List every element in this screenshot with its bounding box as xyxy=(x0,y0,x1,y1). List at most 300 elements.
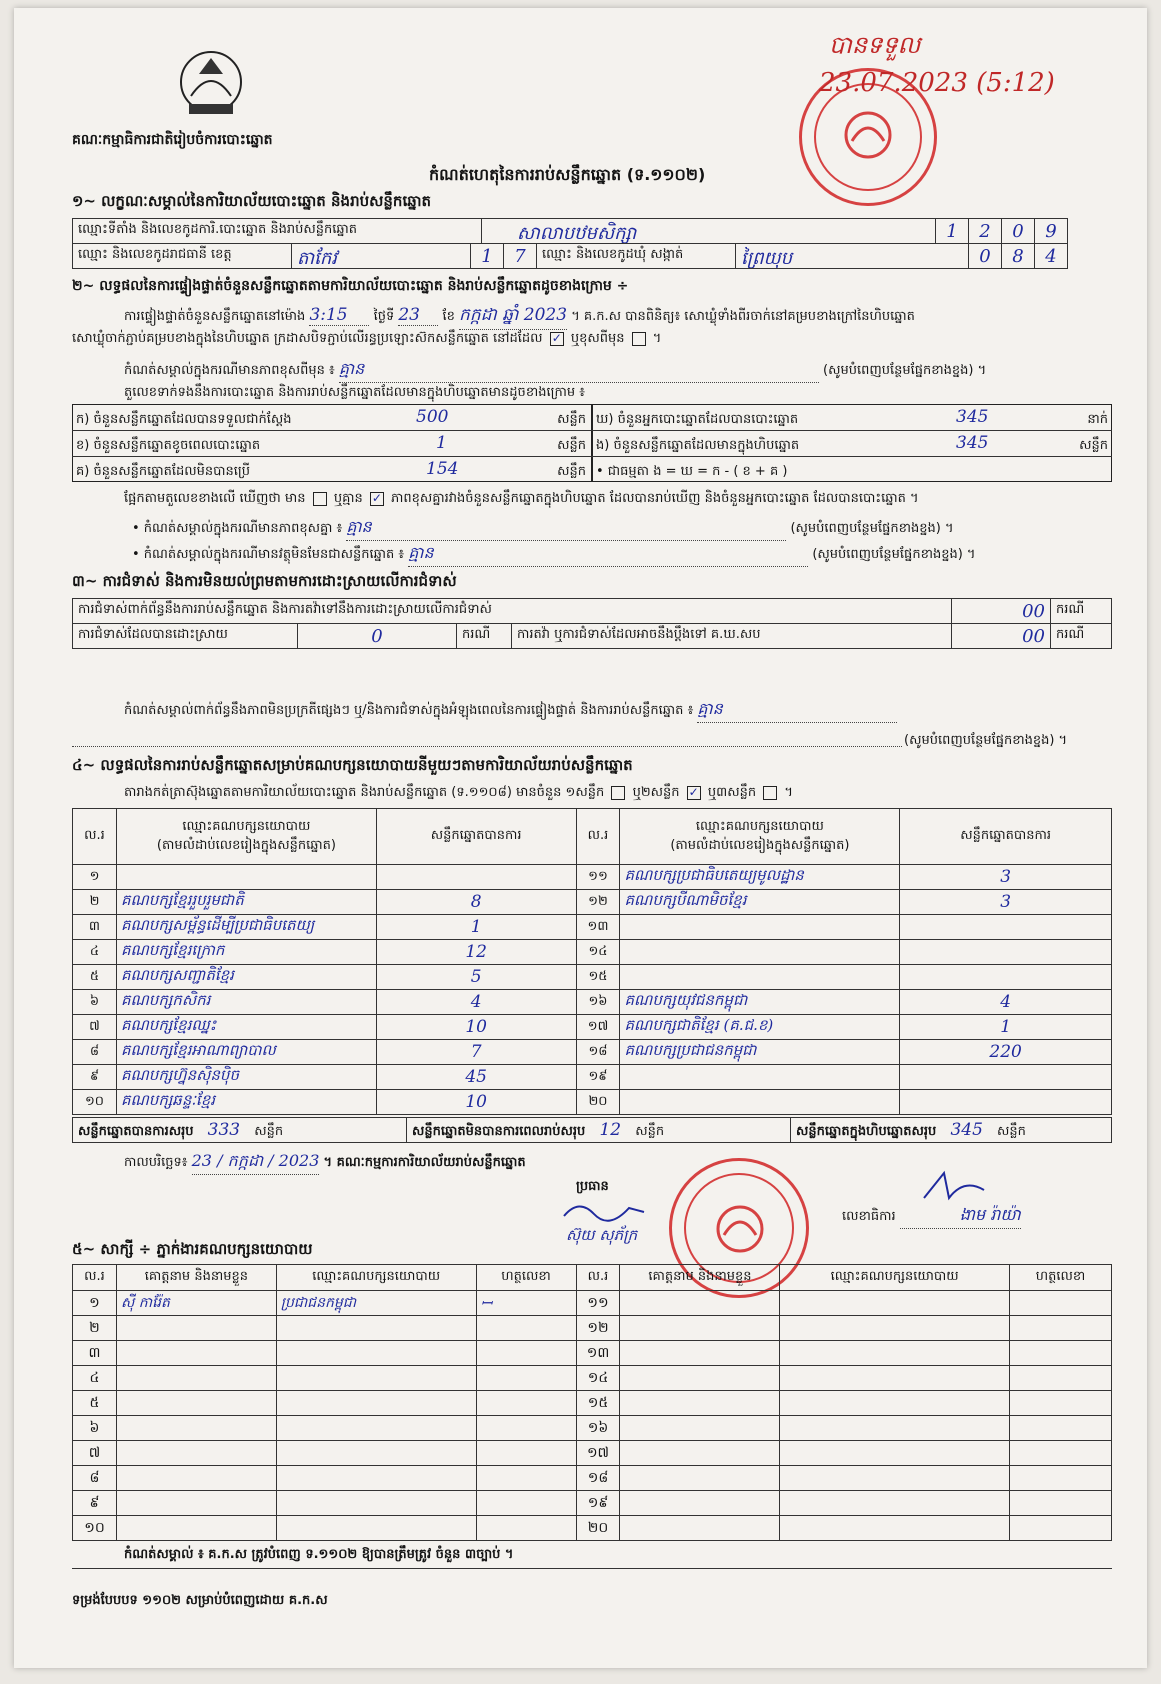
result-row xyxy=(73,965,1112,990)
footer-note: កំណត់សម្គាល់ ៖ គ.ក.ស ត្រូវបំពេញ ទ.១១០២ ឱ្យបានត្រឹមត្រូវ ចំនួន ៣ច្បាប់ ។ xyxy=(124,1547,514,1562)
province-label xyxy=(72,243,292,269)
witness-signature[interactable] xyxy=(1010,1466,1112,1491)
witness-name[interactable] xyxy=(620,1291,780,1316)
verification-line1 xyxy=(124,304,915,330)
w-col-name-right: គោត្តនាម និងនាមខ្លួន xyxy=(620,1265,780,1291)
station-code-2[interactable]: 2 xyxy=(968,218,1002,244)
result-party[interactable] xyxy=(620,1065,900,1090)
bullet1-line xyxy=(132,516,954,541)
result-row xyxy=(73,1090,1112,1115)
objection-row1: ការជំទាស់ពាក់ព័ន្ធនឹងការរាប់សន្លឹកឆ្នោត និងការតវ៉ាទៅនឹងការដោះស្រាយលើការជំទាស់ xyxy=(72,598,952,624)
witness-signature[interactable] xyxy=(476,1516,576,1541)
result-party[interactable]: គណបក្សបីណាមិចខ្មែរ xyxy=(620,890,900,915)
witness-row xyxy=(73,1391,1112,1416)
result-party[interactable] xyxy=(116,865,376,890)
witness-no: ៣ xyxy=(73,1341,117,1366)
commune-label: ឈ្មោះ និងលេខកូដឃុំ សង្កាត់ xyxy=(536,243,736,269)
witness-party[interactable] xyxy=(780,1416,1010,1441)
objection-row1-value[interactable]: 00 xyxy=(951,598,1051,624)
objection-row2b-value[interactable]: 00 xyxy=(951,623,1051,649)
bullet2-line xyxy=(132,542,975,567)
col-party-right xyxy=(620,809,900,865)
figures-hline-2 xyxy=(72,456,1112,457)
witness-party[interactable] xyxy=(780,1516,1010,1541)
witness-party[interactable] xyxy=(780,1341,1010,1366)
verify-time[interactable]: 3:15 xyxy=(309,305,369,326)
witness-name[interactable] xyxy=(620,1416,780,1441)
result-party[interactable]: គណបក្សហ្វ៊ុនស៊ិនប៉ិច xyxy=(116,1065,376,1090)
w-col-sign-left: ហត្ថលេខា xyxy=(476,1265,576,1291)
witness-body xyxy=(73,1291,1112,1541)
witness-signature[interactable] xyxy=(1010,1291,1112,1316)
total-invalid-unit: សន្លឹក xyxy=(635,1124,665,1139)
province-code-2[interactable]: 7 xyxy=(503,243,537,269)
verify-day[interactable]: 23 xyxy=(398,305,438,326)
witness-row xyxy=(73,1366,1112,1391)
witness-no: ១១ xyxy=(576,1291,620,1316)
objection-row2-value[interactable]: 0 xyxy=(297,623,457,649)
figure-row-a xyxy=(76,407,586,430)
witness-row xyxy=(73,1316,1112,1341)
result-no: ៨ xyxy=(73,1040,117,1065)
result-row xyxy=(73,915,1112,940)
witness-party[interactable] xyxy=(276,1366,476,1391)
col-no-right: ល.រ xyxy=(576,809,620,865)
result-votes[interactable]: 4 xyxy=(376,990,576,1015)
para-b: ។ គ.ក.ស បានពិនិត្យ៖ សោឃ្លុំទាំងពីរចាក់នៅគម្របខាងក្រៅនៃហិបឆ្នោត xyxy=(571,309,915,324)
witness-no: ១៤ xyxy=(576,1366,620,1391)
figure-value-c[interactable]: 154 xyxy=(426,459,459,479)
result-votes[interactable]: 4 xyxy=(900,990,1112,1015)
witness-party[interactable] xyxy=(276,1516,476,1541)
result-party[interactable]: គណបក្សប្រជាធិបតេយ្យមូលដ្ឋាន xyxy=(620,865,900,890)
witness-signature[interactable] xyxy=(476,1466,576,1491)
result-votes[interactable]: 220 xyxy=(900,1040,1112,1065)
witness-signature[interactable] xyxy=(476,1366,576,1391)
result-no: ១០ xyxy=(73,1090,117,1115)
witness-no: ២០ xyxy=(576,1516,620,1541)
witness-name[interactable] xyxy=(116,1416,276,1441)
witness-no: ៦ xyxy=(73,1416,117,1441)
result-party[interactable]: គណបក្សសម្ព័ន្ធដើម្បីប្រជាធិបតេយ្យ xyxy=(116,915,376,940)
form-note: ទម្រង់បែបបទ ១១០២ សម្រាប់បំពេញដោយ គ.ក.ស xyxy=(72,1593,328,1608)
witness-no: ១៩ xyxy=(576,1491,620,1516)
section1-heading: ១~ លក្ខណៈសម្គាល់នៃការិយាល័យបោះឆ្នោត និងរាប់សន្លឹកឆ្នោត xyxy=(72,192,432,210)
table-intro: តួលេខទាក់ទងនឹងការបោះឆ្នោត និងការរាប់សន្លឹកឆ្នោតដែលមានក្នុងហិបឆ្នោតមានដូចខាងក្រោម ៖ xyxy=(124,385,585,400)
witness-signature[interactable] xyxy=(1010,1441,1112,1466)
figure-unit-b: សន្លឹក xyxy=(557,438,586,453)
result-no: ២ xyxy=(73,890,117,915)
changed-checkbox[interactable] xyxy=(632,332,646,346)
figures-hline-1 xyxy=(72,430,1112,431)
w-col-party-left: ឈ្មោះគណបក្សនយោបាយ xyxy=(276,1265,476,1291)
bullet2-label: • កំណត់សម្គាល់ក្នុងករណីមានវត្ថុមិនមែនជាសន្លឹកឆ្នោត ៖ xyxy=(132,547,405,562)
witness-name[interactable] xyxy=(620,1366,780,1391)
witness-signature[interactable] xyxy=(1010,1491,1112,1516)
chair-signature xyxy=(559,1196,649,1226)
result-no: ១៤ xyxy=(576,940,620,965)
result-votes[interactable]: 45 xyxy=(376,1065,576,1090)
witness-party[interactable] xyxy=(276,1466,476,1491)
col-party-right-title: ឈ្មោះគណបក្សនយោបាយ xyxy=(695,818,824,834)
result-row xyxy=(73,1040,1112,1065)
total-invalid-cell xyxy=(406,1117,791,1143)
result-votes[interactable] xyxy=(900,1090,1112,1115)
figures-divider xyxy=(591,404,593,482)
no-difference-checkbox[interactable]: ✓ xyxy=(371,490,382,505)
witness-name[interactable] xyxy=(620,1466,780,1491)
witness-party[interactable]: ប្រជាជនកម្ពុជា xyxy=(276,1291,476,1316)
witness-party[interactable] xyxy=(780,1441,1010,1466)
objection-row2-unit: ករណី xyxy=(456,623,512,649)
result-party[interactable]: គណបក្សខ្មែរអាណាព្យាបាល xyxy=(116,1040,376,1065)
witness-party[interactable] xyxy=(780,1291,1010,1316)
station-code-1[interactable]: 1 xyxy=(935,218,969,244)
witness-party[interactable] xyxy=(780,1316,1010,1341)
witness-name[interactable] xyxy=(620,1316,780,1341)
section2-heading: ២~ លទ្ធផលនៃការផ្ទៀងផ្ទាត់ចំនួនសន្លឹកឆ្នោតតាមការិយាល័យបោះឆ្នោត និងរាប់សន្លឹកឆ្នោតដូចខាងក្រោម ÷ xyxy=(72,278,629,294)
witness-no: ១៦ xyxy=(576,1416,620,1441)
witness-signature[interactable] xyxy=(1010,1416,1112,1441)
result-party[interactable]: គណបក្សជាតិខ្មែរ (គ.ជ.ខ) xyxy=(620,1015,900,1040)
w-col-no-left: ល.រ xyxy=(73,1265,117,1291)
result-no: ១៨ xyxy=(576,1040,620,1065)
verify-month-year[interactable]: កក្កដា ឆ្នាំ 2023 xyxy=(459,304,567,330)
total-box-unit: សន្លឹក xyxy=(997,1124,1026,1139)
witness-party[interactable] xyxy=(276,1341,476,1366)
changed-note-value[interactable]: គ្មាន xyxy=(339,358,819,383)
dotted-line xyxy=(72,746,902,747)
result-party[interactable]: គណបក្សខ្មែរក្រោក xyxy=(116,940,376,965)
witness-party[interactable] xyxy=(276,1391,476,1416)
received-datetime: 23.07.2023 (5:12) xyxy=(819,68,1055,98)
witness-signature[interactable] xyxy=(1010,1516,1112,1541)
w-col-name-left: គោត្តនាម និងនាមខ្លួន xyxy=(116,1265,276,1291)
result-no: ១ xyxy=(73,865,117,890)
witness-party[interactable] xyxy=(780,1466,1010,1491)
witness-no: ១៥ xyxy=(576,1391,620,1416)
result-row xyxy=(73,990,1112,1015)
changed-fill-note: (សូមបំពេញបន្ថែមផ្នែកខាងខ្នង) ។ xyxy=(823,363,987,378)
result-party[interactable] xyxy=(620,940,900,965)
col-votes-left: សន្លឹកឆ្នោតបានការ xyxy=(376,809,576,865)
result-no: ៤ xyxy=(73,940,117,965)
chair-label: ប្រធាន xyxy=(576,1179,609,1194)
witness-party[interactable] xyxy=(276,1316,476,1341)
result-votes[interactable] xyxy=(376,865,576,890)
commune-code-3[interactable]: 4 xyxy=(1034,243,1068,269)
result-no: ៥ xyxy=(73,965,117,990)
unchanged-checkbox[interactable]: ✓ xyxy=(551,330,562,345)
received-note: បានទទួល xyxy=(829,31,921,59)
figure-unit-a: សន្លឹក xyxy=(557,412,586,427)
para-c-alt: ឬខុសពីមុន xyxy=(570,331,625,346)
tally-intro: តារាងកត់ត្រាស៊ុងឆ្នោតតាមការិយាល័យបោះឆ្នោត និងរាប់សន្លឹកឆ្នោត (ទ.១១០៨) មានចំនួន ១សន្លឹក xyxy=(124,785,605,800)
witness-signature[interactable] xyxy=(1010,1366,1112,1391)
compare-a: ផ្អែកតាមតួលេខខាងលើ ឃើញថា មាន xyxy=(124,491,306,506)
result-no: ៧ xyxy=(73,1015,117,1040)
result-votes[interactable]: 1 xyxy=(376,915,576,940)
w-col-no-right: ល.រ xyxy=(576,1265,620,1291)
station-name: សាលាបឋមសិក្សា xyxy=(517,223,637,244)
station-label xyxy=(72,218,482,244)
witness-signature[interactable]: ꟷ xyxy=(476,1291,576,1316)
result-votes[interactable]: 7 xyxy=(376,1040,576,1065)
col-party-left-title: ឈ្មោះគណបក្សនយោបាយ xyxy=(182,818,311,834)
secretary-name: ងាម រ៉ាយ៉ា xyxy=(900,1204,1021,1229)
bullet2-value[interactable]: គ្មាន xyxy=(408,542,808,567)
result-votes[interactable]: 5 xyxy=(376,965,576,990)
one-sheet-checkbox[interactable] xyxy=(611,786,625,800)
irregularity-note-value[interactable]: គ្មាន xyxy=(697,698,897,723)
commune-code-2[interactable]: 8 xyxy=(1001,243,1035,269)
result-party[interactable] xyxy=(620,965,900,990)
witness-name[interactable] xyxy=(620,1391,780,1416)
figure-unit-c: សន្លឹក xyxy=(557,464,586,479)
section3-heading: ៣~ ការជំទាស់ និងការមិនយល់ព្រមតាមការដោះស្រាយលើការជំទាស់ xyxy=(72,572,457,590)
witness-signature[interactable] xyxy=(1010,1341,1112,1366)
witness-name[interactable]: សុី ការ៉ែត xyxy=(116,1291,276,1316)
result-no: ៩ xyxy=(73,1065,117,1090)
witness-no: ៩ xyxy=(73,1491,117,1516)
result-party[interactable]: គណបក្សឆន្ទៈខ្មែរ xyxy=(116,1090,376,1115)
tally-intro-c: ឬ៣សន្លឹក xyxy=(707,785,757,800)
para-c: សោឃ្លុំចាក់ភ្ជាប់គម្របខាងក្នុងនៃហិបឆ្នោត ក្រដាសបិទភ្ជាប់លើរន្ធប្រឡោះស៊កសន្លឹកឆ្នោត នៅដដែល xyxy=(72,331,543,346)
figure-unit-d: នាក់ xyxy=(1087,412,1108,427)
witness-no: ៤ xyxy=(73,1366,117,1391)
result-no: ១២ xyxy=(576,890,620,915)
witness-no: ៥ xyxy=(73,1391,117,1416)
witness-signature[interactable] xyxy=(476,1391,576,1416)
date-value[interactable]: 23 / កក្កដា / 2023 xyxy=(192,1150,320,1175)
witness-row xyxy=(73,1441,1112,1466)
figure-label-c: គ) ចំនួនសន្លឹកឆ្នោតដែលមិនបានប្រើ xyxy=(76,464,250,479)
witness-name[interactable] xyxy=(116,1441,276,1466)
tally-sheet-line: តារាងកត់ត្រាស៊ុងឆ្នោតតាមការិយាល័យបោះឆ្នោត និងរាប់សន្លឹកឆ្នោត (ទ.១១០៨) មានចំនួន ១សន្លឹក ឬ២សន្លឹក ✓ ឬ៣សន្លឹក ។ xyxy=(124,784,793,800)
date-label: កាលបរិច្ឆេទ៖ xyxy=(124,1155,188,1170)
witness-party[interactable] xyxy=(780,1391,1010,1416)
objection-row2b-unit: ករណី xyxy=(1050,623,1112,649)
objection-row2b: ការតវ៉ា ឬការជំទាស់ដែលអាចនឹងប្តឹងទៅ គ.ឃ.សប xyxy=(511,623,952,649)
col-votes-right: សន្លឹកឆ្នោតបានការ xyxy=(900,809,1112,865)
result-row xyxy=(73,865,1112,890)
compare-c: ភាពខុសគ្នារវាងចំនួនសន្លឹកឆ្នោតក្នុងហិបឆ្នោត ដែលបានរាប់ឃើញ និងចំនួនអ្នកបោះឆ្នោត ដែលបានបោះឆ្នោត ។ xyxy=(391,491,919,506)
form-sheet xyxy=(14,8,1147,1668)
result-party[interactable]: គណបក្សសញ្ជាតិខ្មែរ xyxy=(116,965,376,990)
w-col-party-right: ឈ្មោះគណបក្សនយោបាយ xyxy=(780,1265,1010,1291)
witness-no: ១៧ xyxy=(576,1441,620,1466)
witness-name[interactable] xyxy=(116,1491,276,1516)
result-row xyxy=(73,1065,1112,1090)
result-no: ២០ xyxy=(576,1090,620,1115)
result-no: ១៦ xyxy=(576,990,620,1015)
result-votes[interactable] xyxy=(900,965,1112,990)
result-party[interactable] xyxy=(620,915,900,940)
chair-name: ស៊ុយ សុភ័ក្រ xyxy=(566,1226,638,1244)
total-valid-unit: សន្លឹក xyxy=(254,1124,284,1139)
figure-label-d: ឃ) ចំនួនអ្នកបោះឆ្នោតដែលបានបោះឆ្នោត xyxy=(596,412,799,427)
figure-label-b: ខ) ចំនួនសន្លឹកឆ្នោតខូចពេលបោះឆ្នោត xyxy=(76,438,261,453)
total-invalid-label: សន្លឹកឆ្នោតមិនបានការពេលរាប់សរុប xyxy=(412,1124,586,1139)
witness-name[interactable] xyxy=(116,1466,276,1491)
irregularity-note-label: កំណត់សម្គាល់ពាក់ព័ន្ធនឹងភាពមិនប្រក្រតីផ្សេងៗ ឬ/និងការជំទាស់ក្នុងអំឡុងពេលនៃការផ្ទៀងផ្ទាត់ និងការរាប់សន្លឹកឆ្នោត ៖ xyxy=(124,703,694,718)
witness-no: ១៨ xyxy=(576,1466,620,1491)
section3-fill-note: (សូមបំពេញបន្ថែមផ្នែកខាងខ្នង) ។ xyxy=(904,733,1068,748)
commune-name[interactable]: ព្រៃយុប xyxy=(735,243,969,269)
total-valid-cell xyxy=(72,1117,407,1143)
witness-name[interactable] xyxy=(116,1391,276,1416)
station-name-cell[interactable] xyxy=(481,218,936,244)
date-suffix: ។ គណៈកម្មការការិយាល័យរាប់សន្លឹកឆ្នោត xyxy=(323,1155,526,1170)
witness-party[interactable] xyxy=(276,1441,476,1466)
figure-row-e xyxy=(596,433,1108,456)
total-invalid-value[interactable]: 12 xyxy=(599,1120,622,1140)
total-box-label: សន្លឹកឆ្នោតក្នុងហិបឆ្នោតសរុប xyxy=(796,1124,937,1139)
result-party[interactable]: គណបក្សប្រជាជនកម្ពុជា xyxy=(620,1040,900,1065)
verification-line2: សោឃ្លុំចាក់ភ្ជាប់គម្របខាងក្នុងនៃហិបឆ្នោត ក្រដាសបិទភ្ជាប់លើរន្ធប្រឡោះស៊កសន្លឹកឆ្នោត នៅដដែល ✓ ឬខុសពីមុន ។ xyxy=(72,330,662,346)
result-party[interactable]: គណបក្សកសិករ xyxy=(116,990,376,1015)
has-difference-checkbox[interactable] xyxy=(313,492,327,506)
result-votes[interactable] xyxy=(900,915,1112,940)
witness-name[interactable] xyxy=(620,1441,780,1466)
compare-b: ឬគ្មាន xyxy=(333,491,363,506)
secretary-signature xyxy=(914,1168,994,1208)
witness-party[interactable] xyxy=(780,1491,1010,1516)
witness-no: ៧ xyxy=(73,1441,117,1466)
result-party[interactable]: គណបក្សខ្មែរឈ្នះ xyxy=(116,1015,376,1040)
result-no: ១៧ xyxy=(576,1015,620,1040)
three-sheet-checkbox[interactable] xyxy=(763,786,777,800)
witness-no: ១២ xyxy=(576,1316,620,1341)
witness-name[interactable] xyxy=(116,1516,276,1541)
bullet1-fill-note: (សូមបំពេញបន្ថែមផ្នែកខាងខ្នង) ។ xyxy=(790,521,954,536)
total-valid-value[interactable]: 333 xyxy=(207,1120,241,1140)
result-row xyxy=(73,890,1112,915)
secretary-label: លេខាធិការ xyxy=(842,1209,896,1224)
commune-code-1[interactable]: 0 xyxy=(968,243,1002,269)
figure-label-a: ក) ចំនួនសន្លឹកឆ្នោតដែលបានទទួលជាក់ស្តែង xyxy=(76,412,292,427)
station-code-4[interactable]: 9 xyxy=(1034,218,1068,244)
result-votes[interactable]: 12 xyxy=(376,940,576,965)
witness-signature[interactable] xyxy=(476,1341,576,1366)
total-box-cell xyxy=(790,1117,1112,1143)
witness-signature[interactable] xyxy=(1010,1316,1112,1341)
witness-row xyxy=(73,1516,1112,1541)
witness-party[interactable] xyxy=(780,1366,1010,1391)
figure-label-e: ង) ចំនួនសន្លឹកឆ្នោតដែលមានក្នុងហិបឆ្នោត xyxy=(596,438,800,453)
irregularity-note-line xyxy=(124,698,897,723)
result-party[interactable]: គណបក្សខ្មែររួបរួមជាតិ xyxy=(116,890,376,915)
results-body xyxy=(73,865,1112,1115)
result-no: ១៥ xyxy=(576,965,620,990)
witness-row xyxy=(73,1416,1112,1441)
witness-row xyxy=(73,1341,1112,1366)
objection-row1-unit: ករណី xyxy=(1050,598,1112,624)
result-votes[interactable]: 10 xyxy=(376,1090,576,1115)
tally-intro-b: ឬ២សន្លឹក xyxy=(632,785,680,800)
result-party[interactable] xyxy=(620,1090,900,1115)
results-table xyxy=(72,808,1112,1115)
result-no: ១១ xyxy=(576,865,620,890)
col-party-right-sub: (តាមលំដាប់លេខរៀងក្នុងសន្លឹកឆ្នោត) xyxy=(670,837,850,853)
footer-rule xyxy=(72,1568,1112,1569)
changed-note-line xyxy=(124,358,986,383)
figure-row-d xyxy=(596,407,1108,430)
figure-value-e[interactable]: 345 xyxy=(956,433,989,453)
result-no: ១៣ xyxy=(576,915,620,940)
witness-row xyxy=(73,1291,1112,1316)
station-label-text: ឈ្មោះទីតាំង និងលេខកូដការិ.បោះឆ្នោត និងរាប់សន្លឹកឆ្នោត xyxy=(78,222,357,237)
bullet1-value[interactable]: គ្មាន xyxy=(346,516,786,541)
changed-note-label: កំណត់សម្គាល់ក្នុងករណីមានភាពខុសពីមុន ៖ xyxy=(124,363,335,378)
w-col-sign-right: ហត្ថលេខា xyxy=(1010,1265,1112,1291)
station-code-3[interactable]: 0 xyxy=(1001,218,1035,244)
result-party[interactable]: គណបក្សយុវជនកម្ពុជា xyxy=(620,990,900,1015)
result-votes[interactable]: 3 xyxy=(900,865,1112,890)
two-sheet-checkbox[interactable]: ✓ xyxy=(688,784,699,799)
witness-name[interactable] xyxy=(620,1516,780,1541)
result-votes[interactable]: 1 xyxy=(900,1015,1112,1040)
witness-signature[interactable] xyxy=(476,1441,576,1466)
witness-name[interactable] xyxy=(116,1316,276,1341)
witness-signature[interactable] xyxy=(476,1416,576,1441)
nec-emblem xyxy=(169,46,253,126)
result-votes[interactable]: 3 xyxy=(900,890,1112,915)
figure-row-c xyxy=(76,459,586,482)
total-box-value[interactable]: 345 xyxy=(950,1120,983,1140)
section5-heading: ៥~ សាក្សី ÷ ភ្នាក់ងារគណបក្សនយោបាយ xyxy=(72,1240,313,1258)
objection-row2: ការជំទាស់ដែលបានដោះស្រាយ xyxy=(72,623,298,649)
section4-heading: ៤~ លទ្ធផលនៃការរាប់សន្លឹកឆ្នោតសម្រាប់គណបក្សនយោបាយនីមួយៗតាមការិយាល័យរាប់សន្លឹកឆ្នោត xyxy=(72,756,633,774)
witness-no: ៨ xyxy=(73,1466,117,1491)
figure-row-b xyxy=(76,433,586,456)
figure-value-a[interactable]: 500 xyxy=(416,407,449,427)
witness-signature[interactable] xyxy=(1010,1391,1112,1416)
result-votes[interactable]: 10 xyxy=(376,1015,576,1040)
total-valid-label: សន្លឹកឆ្នោតបានការសរុប xyxy=(78,1124,194,1139)
province-code-1[interactable]: 1 xyxy=(470,243,504,269)
witness-name[interactable] xyxy=(620,1491,780,1516)
figure-row-formula: • ជាធម្មតា ង = ឃ = ក - ( ខ + គ ) xyxy=(596,464,788,479)
committee-name: គណៈកម្មាធិការជាតិរៀបចំការបោះឆ្នោត xyxy=(72,132,273,148)
witness-row xyxy=(73,1466,1112,1491)
province-name[interactable]: តាកែវ xyxy=(291,243,471,269)
witness-party[interactable] xyxy=(276,1491,476,1516)
bullet2-fill-note: (សូមបំពេញបន្ថែមផ្នែកខាងខ្នង) ។ xyxy=(812,547,976,562)
result-row xyxy=(73,940,1112,965)
result-votes[interactable] xyxy=(900,1065,1112,1090)
compare-line xyxy=(124,490,919,509)
form-title: កំណត់ហេតុនៃការរាប់សន្លឹកឆ្នោត (ទ.១១០២) xyxy=(429,165,706,184)
witness-no: ១០ xyxy=(73,1516,117,1541)
figure-value-d[interactable]: 345 xyxy=(956,407,989,427)
witness-no: ១៣ xyxy=(576,1341,620,1366)
witness-signature[interactable] xyxy=(476,1491,576,1516)
witness-party[interactable] xyxy=(276,1416,476,1441)
result-votes[interactable] xyxy=(900,940,1112,965)
col-party-left xyxy=(116,809,376,865)
result-no: ៣ xyxy=(73,915,117,940)
witness-name[interactable] xyxy=(116,1341,276,1366)
witness-signature[interactable] xyxy=(476,1316,576,1341)
witness-name[interactable] xyxy=(620,1341,780,1366)
col-no-left: ល.រ xyxy=(73,809,117,865)
figure-value-b[interactable]: 1 xyxy=(436,433,447,453)
para-a: ការផ្ទៀងផ្ទាត់ចំនួនសន្លឹកឆ្នោតនៅម៉ោង xyxy=(124,309,306,324)
result-votes[interactable]: 8 xyxy=(376,890,576,915)
witness-name[interactable] xyxy=(116,1366,276,1391)
witness-row xyxy=(73,1491,1112,1516)
